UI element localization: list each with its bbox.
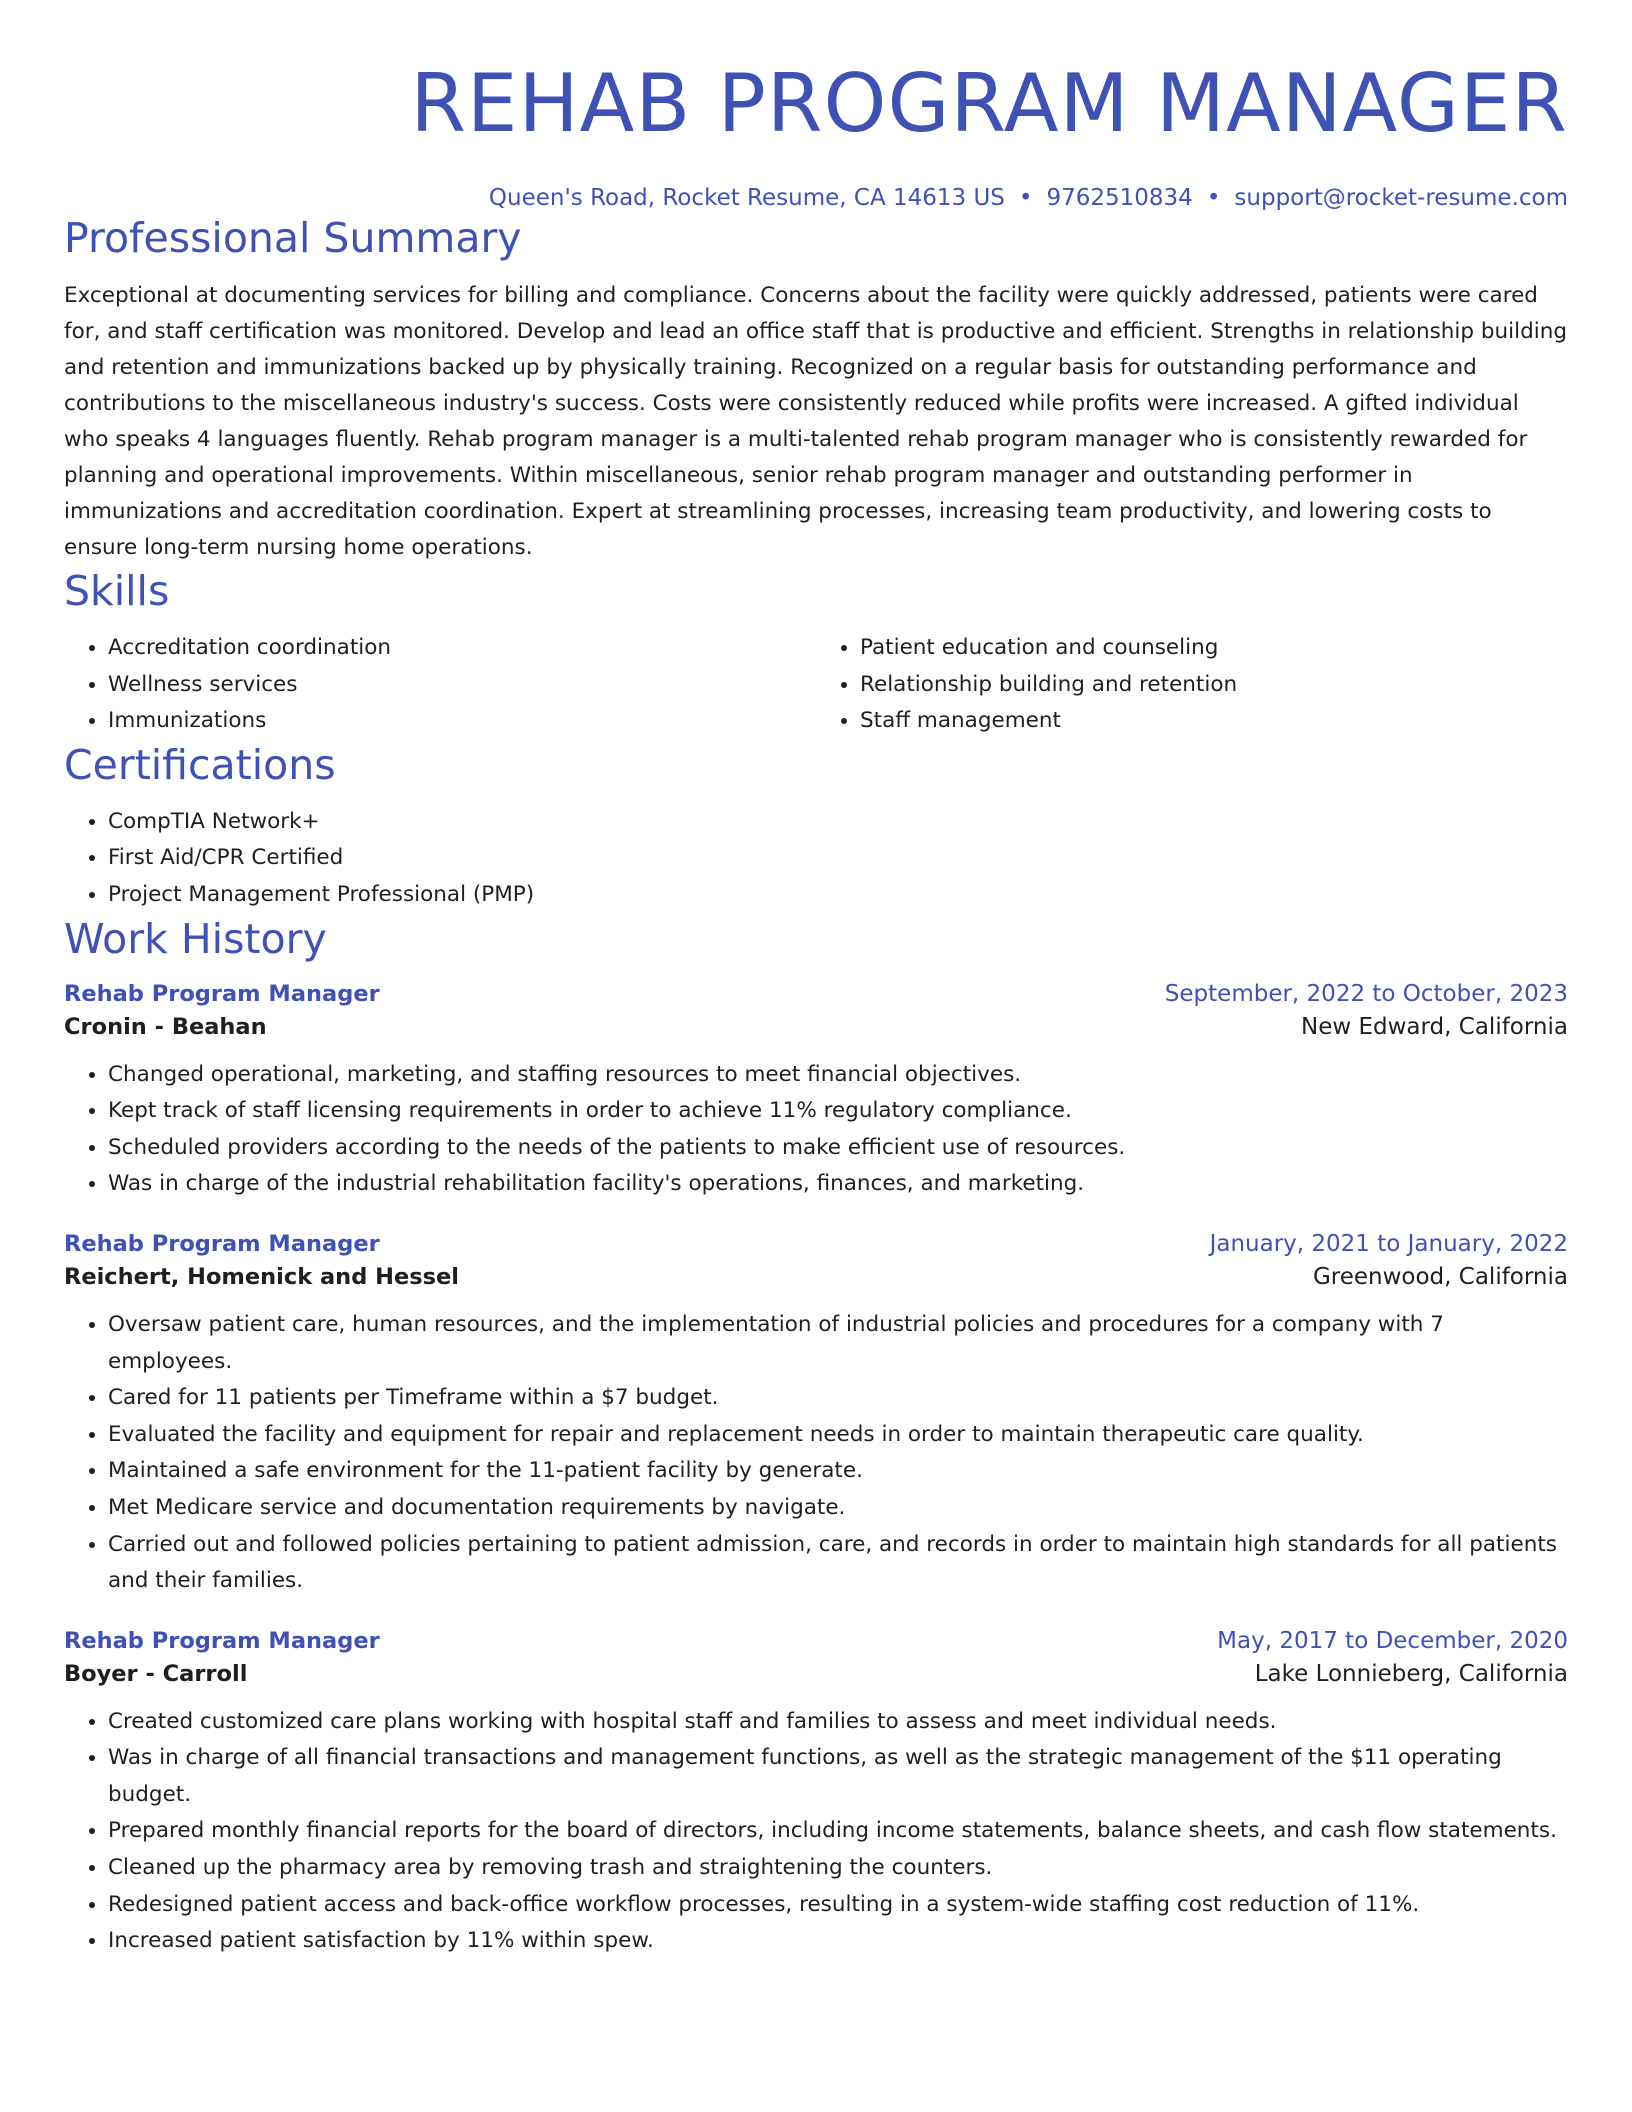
certifications-heading: Certifications xyxy=(64,740,336,789)
job-title: Rehab Program Manager xyxy=(64,980,380,1007)
job-company-row xyxy=(64,1657,1568,1691)
duty-item: • Maintained a safe environment for the 11-patient facility by generate. xyxy=(108,1453,1568,1490)
resume-title: REHAB PROGRAM MANAGER xyxy=(410,57,1568,150)
contact-separator: • xyxy=(1018,185,1033,211)
job-duties xyxy=(64,1307,1568,1600)
job-company: Boyer - Carroll xyxy=(64,1660,248,1687)
skills-column-left xyxy=(64,630,816,740)
job-header-row xyxy=(64,978,1568,1010)
job-location: Greenwood, California xyxy=(1312,1263,1568,1290)
duty-item: • Created customized care plans working with hospital staff and families to assess and meet individual needs. xyxy=(108,1704,1568,1741)
contact-address: Queen's Road, Rocket Resume, CA 14613 US xyxy=(488,185,1005,211)
job-title: Rehab Program Manager xyxy=(64,1627,380,1654)
certification-item: • Project Management Professional (PMP) xyxy=(108,877,1568,914)
contact-phone: 9762510834 xyxy=(1046,185,1193,211)
job-dates: September, 2022 to October, 2023 xyxy=(1164,980,1568,1007)
skill-item: • Wellness services xyxy=(108,667,816,704)
job-company-row xyxy=(64,1010,1568,1044)
job-header-row xyxy=(64,1228,1568,1260)
skill-item: • Relationship building and retention xyxy=(860,667,1568,704)
summary-heading: Professional Summary xyxy=(64,214,522,262)
job-dates: May, 2017 to December, 2020 xyxy=(1217,1627,1568,1654)
job-title: Rehab Program Manager xyxy=(64,1230,380,1257)
skill-item: • Patient education and counseling xyxy=(860,630,1568,667)
contact-email[interactable]: support@rocket-resume.com xyxy=(1234,185,1568,211)
duty-item: • Cleaned up the pharmacy area by removing trash and straightening the counters. xyxy=(108,1850,1568,1887)
skills-list xyxy=(64,630,1568,740)
work-history-heading: Work History xyxy=(64,914,327,963)
contact-separator: • xyxy=(1206,185,1221,211)
job-dates: January, 2021 to January, 2022 xyxy=(1209,1230,1568,1257)
duty-item: • Evaluated the facility and equipment for repair and replacement needs in order to maintain therapeutic care quality. xyxy=(108,1417,1568,1454)
job-location: New Edward, California xyxy=(1300,1013,1568,1040)
duty-item: • Prepared monthly financial reports for the board of directors, including income statements, balance sheets, and cash flow statements. xyxy=(108,1813,1568,1850)
duty-item: • Carried out and followed policies pertaining to patient admission, care, and records in order to maintain high standards for all patients and their families. xyxy=(108,1527,1568,1600)
duty-item: • Was in charge of all financial transactions and management functions, as well as the strategic management of the $11 operating budget. xyxy=(108,1740,1568,1813)
skill-item: • Staff management xyxy=(860,703,1568,740)
summary-text: Exceptional at documenting services for billing and compliance. Concerns about the facility were quickly addressed, patients were cared for, and staff certification was monitored. Develop and lead an office staff that is productive and efficient. Strengths in relationship building and retention and immunizations backed up by physically training. Recognized on a regular basis for outstanding performance and contributions to the miscellaneous industry's success. Costs were consistently reduced while profits were increased. A gifted individual who speaks 4 languages fluently. Rehab program manager is a multi-talented rehab program manager who is consistently rewarded for planning and operational improvements. Within miscellaneous, senior rehab program manager and outstanding performer in immunizations and accreditation coordination. Expert at streamlining processes, increasing team productivity, and lowering costs to ensure long-term nursing home operations. xyxy=(64,283,1567,560)
job-company: Reichert, Homenick and Hessel xyxy=(64,1263,459,1290)
duty-item: • Increased patient satisfaction by 11% within spew. xyxy=(108,1923,1568,1960)
duty-item: • Kept track of staff licensing requirements in order to achieve 11% regulatory compliance. xyxy=(108,1093,1568,1130)
certification-item: • CompTIA Network+ xyxy=(108,804,1568,841)
duty-item: • Redesigned patient access and back-office workflow processes, resulting in a system-wide staffing cost reduction of 11%. xyxy=(108,1887,1568,1924)
job-duties xyxy=(64,1704,1568,1960)
skill-item: • Accreditation coordination xyxy=(108,630,816,667)
duty-item: • Scheduled providers according to the needs of the patients to make efficient use of resources. xyxy=(108,1130,1568,1167)
job-entry xyxy=(64,1228,1568,1600)
job-location: Lake Lonnieberg, California xyxy=(1254,1660,1568,1687)
duty-item: • Cared for 11 patients per Timeframe within a $7 budget. xyxy=(108,1380,1568,1417)
job-entry xyxy=(64,1625,1568,1960)
certification-item: • First Aid/CPR Certified xyxy=(108,840,1568,877)
duty-item: • Changed operational, marketing, and staffing resources to meet financial objectives. xyxy=(108,1057,1568,1094)
duty-item: • Was in charge of the industrial rehabilitation facility's operations, finances, and marketing. xyxy=(108,1166,1568,1203)
duty-item: • Met Medicare service and documentation requirements by navigate. xyxy=(108,1490,1568,1527)
duty-item: • Oversaw patient care, human resources, and the implementation of industrial policies and procedures for a company with 7 employees. xyxy=(108,1307,1568,1380)
job-company-row xyxy=(64,1260,1568,1294)
job-company: Cronin - Beahan xyxy=(64,1013,267,1040)
skills-column-right xyxy=(816,630,1568,740)
contact-line xyxy=(64,183,1568,213)
skill-item: • Immunizations xyxy=(108,703,816,740)
certifications-list xyxy=(64,804,1568,914)
skills-heading: Skills xyxy=(64,567,170,615)
job-duties xyxy=(64,1057,1568,1203)
job-entry xyxy=(64,978,1568,1203)
job-header-row xyxy=(64,1625,1568,1657)
